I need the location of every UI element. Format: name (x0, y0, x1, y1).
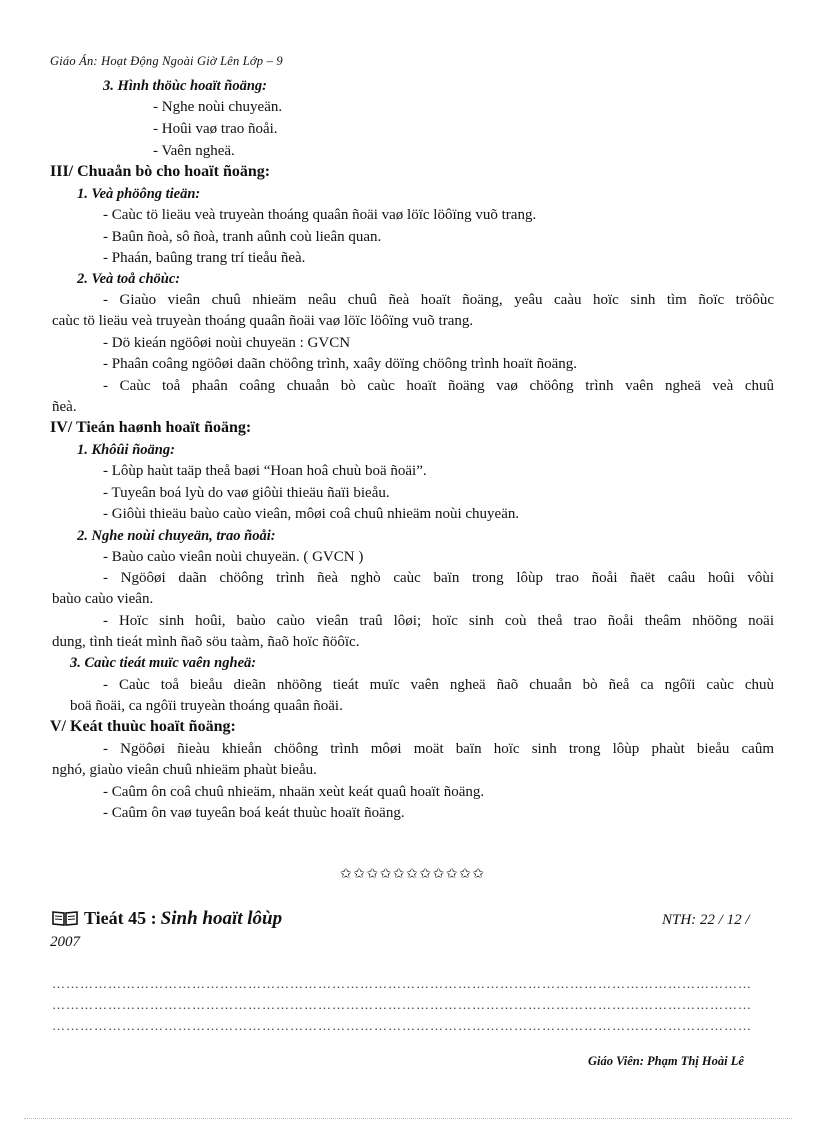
dotted-line: …………………………………………………………………………………………………………………………………… (52, 1018, 752, 1033)
paragraph-line: - Ngöôøi daãn chöông trình ñeà nghò caùc baïn trong lôùp trao ñoåi ñaët caâu hoûi vôùi (103, 570, 774, 586)
open-book-icon (52, 910, 78, 926)
dotted-line: …………………………………………………………………………………………………………………………………… (52, 997, 752, 1012)
section-heading-V: V/ Keát thuùc hoaït ñoäng: (50, 718, 236, 735)
lesson-number: Tieát 45 : (84, 908, 157, 928)
page-bottom-border (24, 1118, 792, 1119)
paragraph-line: nghó, giaùo vieân chuû nhieäm phaùt bieåu. (52, 762, 317, 778)
list-item: - Nghe noùi chuyeän. (153, 99, 283, 115)
list-item: - Caùc tö lieäu veà truyeàn thoáng quaân ñoäi vaø löïc löôïng vuõ trang. (103, 207, 537, 223)
page-footer: Giáo Viên: Phạm Thị Hoài Lê (588, 1054, 744, 1068)
paragraph-line: - Caùc toå bieåu dieãn nhöõng tieát muïc vaên ngheä ñaõ chuaån bò ñeå ca ngôïi caùc chuù (103, 677, 774, 693)
lesson-title-row (52, 908, 282, 930)
list-item: - Phaân coâng ngöôøi daãn chöông trình, xaây döïng chöông trình hoaït ñoäng. (103, 356, 578, 372)
paragraph-line: ñeà. (52, 399, 77, 415)
list-item: - Vaên ngheä. (153, 143, 235, 159)
paragraph-line: - Caùc toå phaân coâng chuaån bò caùc hoaït ñoäng vaø chöông trình vaên ngheä veà chuû (103, 378, 774, 394)
list-item: - Dö kieán ngöôøi noùi chuyeän : GVCN (103, 335, 351, 351)
page-header: Giáo Án: Hoạt Động Ngoài Giờ Lên Lớp – 9 (50, 54, 283, 68)
list-item: - Phaán, baûng trang trí tieåu ñeà. (103, 250, 306, 266)
subsection-heading: 2. Veà toå chöùc: (77, 271, 181, 287)
list-item: - Giôùi thieäu baùo caùo vieân, môøi coâ chuû nhieäm noùi chuyeän. (103, 506, 520, 522)
dotted-line: …………………………………………………………………………………………………………………………………… (52, 976, 752, 991)
list-item: - Baùo caùo vieân noùi chuyeän. ( GVCN ) (103, 549, 364, 565)
lesson-title: Sinh hoaït lôùp (160, 908, 283, 929)
list-item: - Hoûi vaø trao ñoåi. (153, 121, 278, 137)
paragraph-line: - Giaùo vieân chuû nhieäm neâu chuû ñeà hoaït ñoäng, yeâu caàu hoïc sinh tìm ñoïc tröôùc (103, 292, 774, 308)
paragraph-line: caùc tö lieäu veà truyeàn thoáng quaân ñoäi vaø löïc löôïng vuõ trang. (52, 313, 474, 329)
list-item: - Tuyeân boá lyù do vaø giôùi thieäu ñaïi bieåu. (103, 485, 390, 501)
paragraph-line: - Ngöôøi ñieàu khieån chöông trình môøi moät baïn hoïc sinh trong lôùp phaùt bieåu caûm (103, 741, 774, 757)
lesson-year: 2007 (50, 934, 80, 950)
list-item: - Baûn ñoà, sô ñoà, tranh aûnh coù lieân quan. (103, 229, 382, 245)
lesson-date: NTH: 22 / 12 / (662, 912, 750, 928)
subsection-heading: 1. Khôûi ñoäng: (77, 442, 175, 458)
list-item: - Lôùp haùt taäp theå baøi “Hoan hoâ chuù boä ñoäi”. (103, 463, 427, 479)
subsection-heading: 1. Veà phöông tieän: (77, 186, 201, 202)
star-divider: ✩✩✩✩✩✩✩✩✩✩✩ (340, 867, 486, 882)
subsection-heading: 3. Caùc tieát muïc vaên ngheä: (70, 655, 257, 671)
paragraph-line: baùo caùo vieân. (52, 591, 154, 607)
section-heading-hinh-thuc: 3. Hình thöùc hoaït ñoäng: (103, 78, 267, 94)
paragraph-line: dung, tình tieát mình ñaõ söu taàm, ñaõ hoïc ñöôïc. (52, 634, 360, 650)
subsection-heading: 2. Nghe noùi chuyeän, trao ñoåi: (77, 528, 276, 544)
list-item: - Caûm ôn coâ chuû nhieäm, nhaän xeùt keát quaû hoaït ñoäng. (103, 784, 485, 800)
section-heading-IV: IV/ Tieán haønh hoaït ñoäng: (50, 419, 252, 436)
paragraph-line: - Hoïc sinh hoûi, baùo caùo vieân traû lôøi; hoïc sinh coù theå trao ñoåi theâm nhöõng noäi (103, 613, 774, 629)
section-heading-III: III/ Chuaån bò cho hoaït ñoäng: (50, 163, 271, 180)
list-item: - Caûm ôn vaø tuyeân boá keát thuùc hoaït ñoäng. (103, 805, 405, 821)
paragraph-line: boä ñoäi, ca ngôïi truyeàn thoáng quaân ñoäi. (70, 698, 343, 714)
